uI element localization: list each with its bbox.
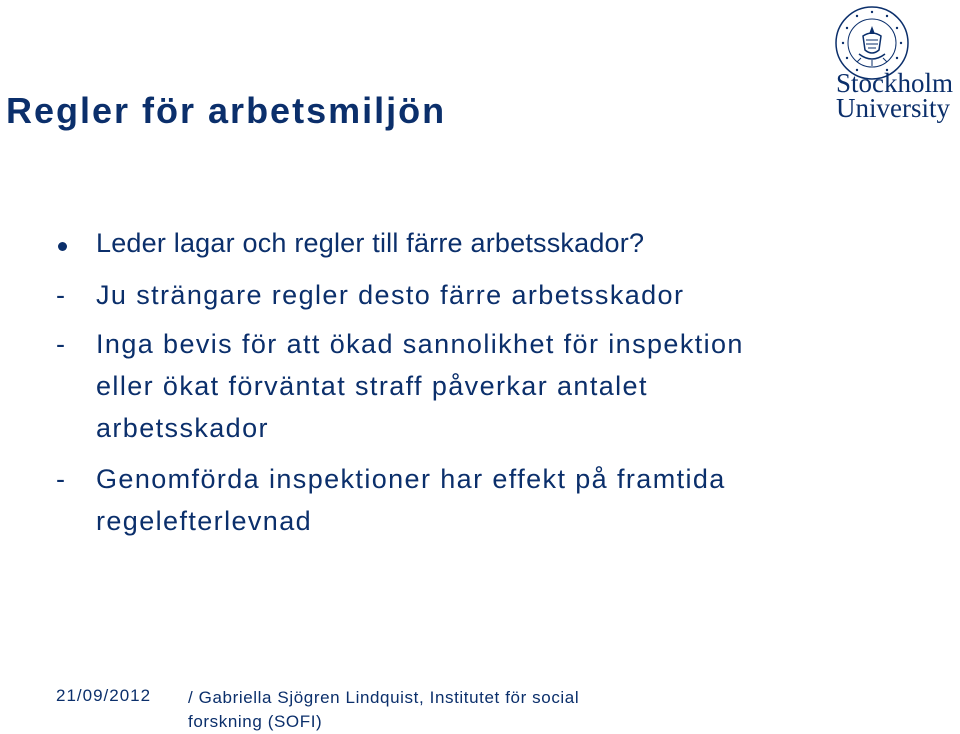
footer-author [188,686,579,734]
dash-marker: - [56,464,67,494]
footer-date: 21/09/2012 [56,686,152,705]
logo-text-university: University [836,93,950,123]
list-item-text: Ju strängare regler desto färre arbetsskador [96,280,685,310]
slide-title: Regler för arbetsmiljön [6,90,447,131]
list-item-line: eller ökat förväntat straff påverkar antalet [96,371,648,401]
dash-marker: - [56,329,67,359]
list-item-line: Genomförda inspektioner har effekt på framtida [96,464,726,494]
stockholm-university-logo [833,4,958,124]
logo-text-stockholm: Stockholm [836,68,954,98]
dash-marker: - [56,280,67,310]
footer-author-line: forskning (SOFI) [188,712,323,731]
list-item-line: arbetsskador [96,413,269,443]
bullet-dot-icon [58,242,67,251]
list-item-line: regelefterlevnad [96,506,313,536]
list-item-text: Leder lagar och regler till färre arbetsskador? [96,228,645,258]
list-item-line: Inga bevis för att ökad sannolikhet för inspektion [96,329,744,359]
footer-author-line: / Gabriella Sjögren Lindquist, Institutet för social [188,688,580,707]
